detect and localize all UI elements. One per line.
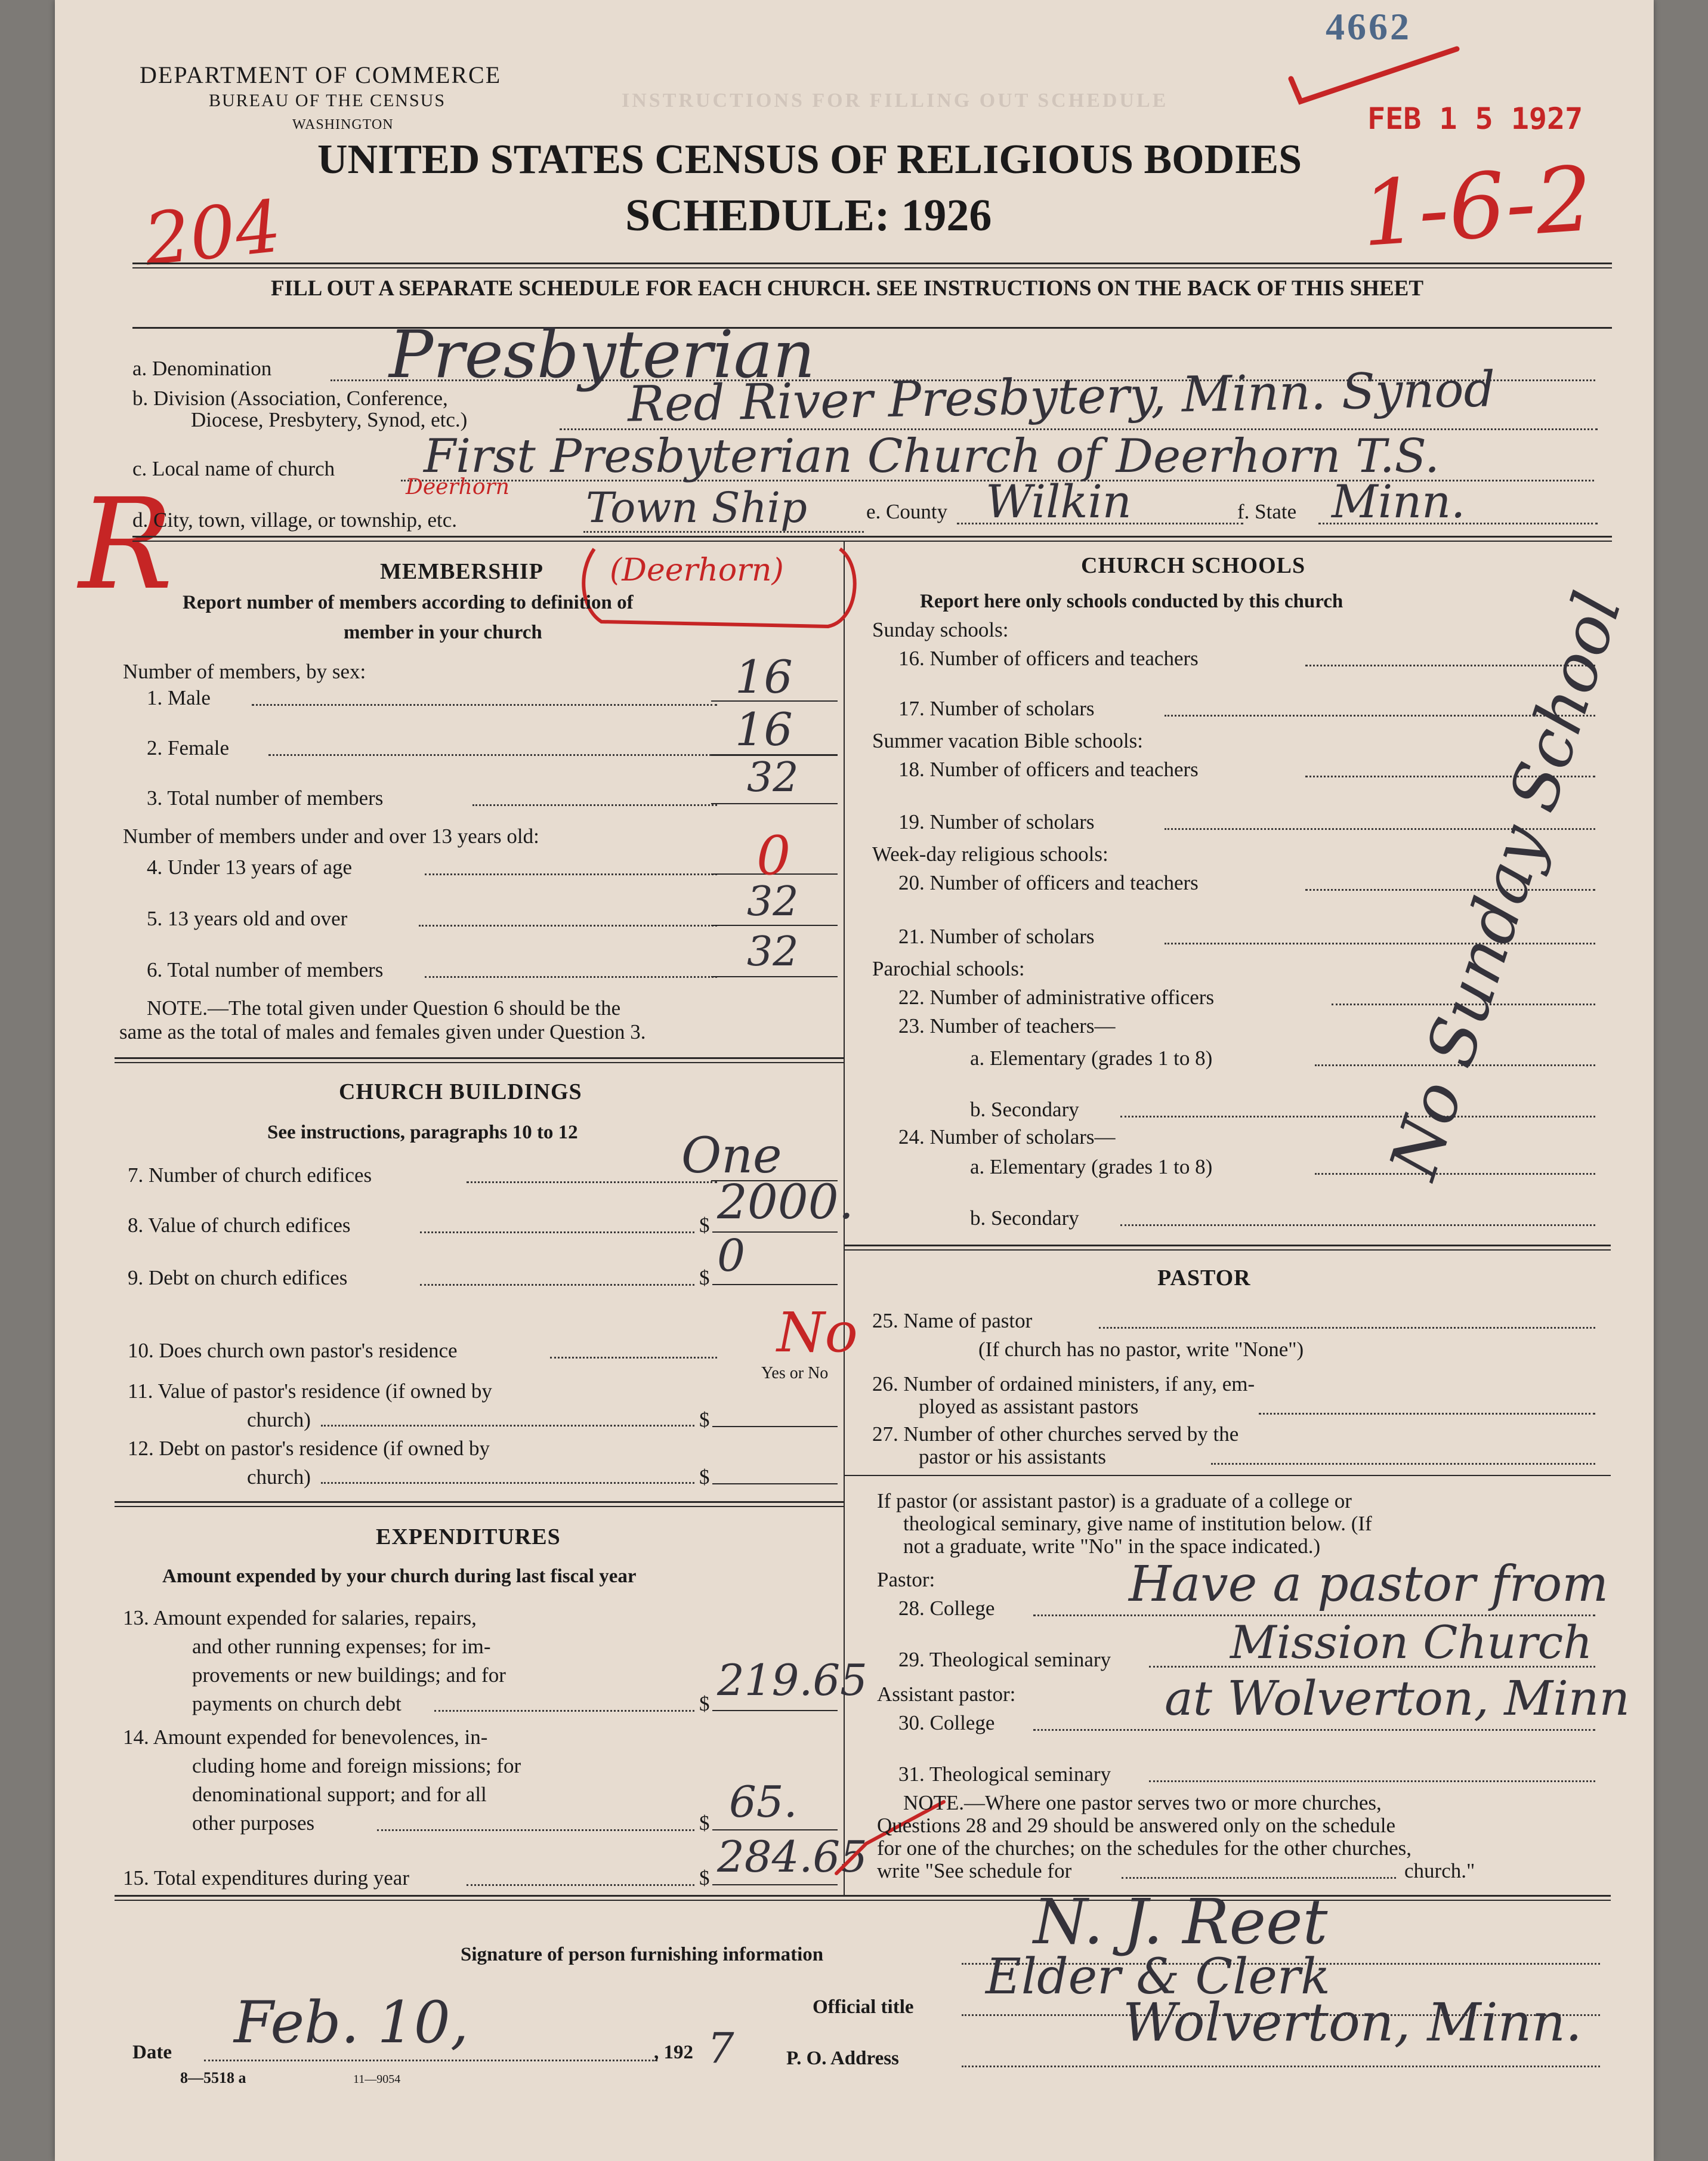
q9-label: 9. Debt on church edifices bbox=[128, 1266, 348, 1289]
instruction-line: FILL OUT A SEPARATE SCHEDULE FOR EACH CHURCH. SEE INSTRUCTIONS ON THE BACK OF THIS SHEET bbox=[271, 276, 1424, 301]
membership-note-2: same as the total of males and females given under Question 3. bbox=[119, 1020, 646, 1044]
q5-value[interactable]: 32 bbox=[747, 878, 799, 925]
graduate-note-3: not a graduate, write "No" in the space indicated.) bbox=[903, 1535, 1321, 1558]
red-mark-r: R bbox=[79, 471, 174, 618]
q22-label: 22. Number of administrative officers bbox=[898, 986, 1215, 1009]
q2-label: 2. Female bbox=[147, 736, 230, 760]
weekday-label: Week-day religious schools: bbox=[872, 842, 1108, 866]
division-label-2: Diocese, Presbytery, Synod, etc.) bbox=[191, 408, 468, 431]
denomination-label: a. Denomination bbox=[132, 357, 272, 380]
q15-label: 15. Total expenditures during year bbox=[123, 1866, 409, 1890]
signature-label: Signature of person furnishing information bbox=[461, 1944, 824, 1965]
membership-intro-1: Report number of members according to definition of bbox=[183, 592, 634, 613]
q12-label-2: church) bbox=[247, 1465, 311, 1489]
red-code-left: 204 bbox=[140, 185, 285, 282]
county-label: e. County bbox=[866, 500, 948, 523]
q18-label: 18. Number of officers and teachers bbox=[898, 758, 1199, 781]
city-value[interactable]: Town Ship bbox=[586, 483, 807, 532]
q23b-label: b. Secondary bbox=[970, 1098, 1079, 1121]
membership-note-1: NOTE.—The total given under Question 6 should be the bbox=[147, 996, 621, 1020]
no-sunday-school-note[interactable]: No Sunday School bbox=[1375, 583, 1636, 1188]
q16-label: 16. Number of officers and teachers bbox=[898, 647, 1199, 670]
buildings-sub: See instructions, paragraphs 10 to 12 bbox=[267, 1122, 578, 1143]
parochial-label: Parochial schools: bbox=[872, 957, 1025, 980]
q8-dollar: $ bbox=[699, 1214, 710, 1237]
q27-label-2: pastor or his assistants bbox=[919, 1445, 1107, 1468]
q27-label-1: 27. Number of other churches served by the bbox=[872, 1422, 1239, 1446]
census-schedule-page bbox=[55, 0, 1654, 2161]
signature-value[interactable]: N. J. Reet bbox=[1033, 1885, 1328, 1958]
q30-label: 30. College bbox=[898, 1711, 995, 1734]
q11-label-2: church) bbox=[247, 1408, 311, 1431]
pastor-note-1: NOTE.—Where one pastor serves two or more churches, bbox=[903, 1791, 1382, 1814]
q19-label: 19. Number of scholars bbox=[898, 810, 1095, 833]
age-intro-label: Number of members under and over 13 years old: bbox=[123, 825, 539, 848]
q15-value[interactable]: 284.65 bbox=[717, 1832, 867, 1882]
q6-value[interactable]: 32 bbox=[747, 928, 799, 975]
date-year-value[interactable]: 7 bbox=[708, 2024, 734, 2073]
q30-value[interactable]: at Wolverton, Minn bbox=[1165, 1671, 1630, 1726]
membership-annotation: (Deerhorn) bbox=[610, 552, 784, 588]
official-title-label: Official title bbox=[813, 1996, 914, 2018]
pastor-note-2: Questions 28 and 29 should be answered only on the schedule bbox=[877, 1814, 1396, 1837]
pastor-note-4-end: church." bbox=[1404, 1859, 1475, 1882]
bureau-name: BUREAU OF THE CENSUS bbox=[209, 91, 446, 110]
q26-label-2: ployed as assistant pastors bbox=[919, 1395, 1139, 1418]
q1-label: 1. Male bbox=[147, 686, 211, 709]
q26-label-1: 26. Number of ordained ministers, if any, em- bbox=[872, 1372, 1255, 1396]
date-label: Date bbox=[132, 2042, 172, 2063]
q23-label: 23. Number of teachers— bbox=[898, 1014, 1116, 1038]
q4-value[interactable]: 0 bbox=[756, 825, 791, 887]
q24-label: 24. Number of scholars— bbox=[898, 1125, 1116, 1149]
check-mark-icon bbox=[1284, 42, 1463, 107]
expenditures-title: EXPENDITURES bbox=[376, 1524, 561, 1549]
q17-label: 17. Number of scholars bbox=[898, 697, 1095, 720]
q8-label: 8. Value of church edifices bbox=[128, 1214, 351, 1237]
q8-value[interactable]: 2000. bbox=[717, 1174, 854, 1230]
q10-label: 10. Does church own pastor's residence bbox=[128, 1339, 458, 1362]
po-address-label: P. O. Address bbox=[786, 2048, 899, 2069]
church-name-correction: Deerhorn bbox=[406, 475, 509, 499]
q14-dollar: $ bbox=[699, 1811, 710, 1835]
q12-label-1: 12. Debt on pastor's residence (if owned by bbox=[128, 1437, 490, 1460]
q4-label: 4. Under 13 years of age bbox=[147, 856, 353, 879]
q10-print-hint: Yes or No bbox=[761, 1364, 829, 1382]
q11-label-1: 11. Value of pastor's residence (if owned by bbox=[128, 1379, 492, 1403]
q13-dollar: $ bbox=[699, 1692, 710, 1715]
q28-label: 28. College bbox=[898, 1597, 995, 1620]
by-sex-label: Number of members, by sex: bbox=[123, 660, 366, 683]
q10-value[interactable]: No bbox=[777, 1301, 858, 1364]
membership-intro-2: member in your church bbox=[344, 622, 542, 643]
print-number: 11—9054 bbox=[353, 2073, 401, 2086]
q20-label: 20. Number of officers and teachers bbox=[898, 871, 1199, 894]
church-name-value[interactable]: First Presbyterian Church of Deerhorn T.S. bbox=[424, 430, 1440, 483]
form-title: UNITED STATES CENSUS OF RELIGIOUS BODIES bbox=[317, 137, 1302, 183]
q3-value[interactable]: 32 bbox=[747, 754, 799, 801]
q2-value[interactable]: 16 bbox=[735, 703, 793, 756]
q23a-label: a. Elementary (grades 1 to 8) bbox=[970, 1046, 1213, 1070]
sunday-label: Sunday schools: bbox=[872, 618, 1009, 641]
red-code-right: 1-6-2 bbox=[1358, 147, 1596, 267]
graduate-note-1: If pastor (or assistant pastor) is a graduate of a college or bbox=[877, 1489, 1352, 1512]
city-label: d. City, town, village, or township, etc. bbox=[132, 508, 458, 532]
q13-label-4: payments on church debt bbox=[192, 1692, 401, 1715]
q9-dollar: $ bbox=[699, 1266, 710, 1289]
q13-label-2: and other running expenses; for im- bbox=[192, 1635, 491, 1658]
q13-value[interactable]: 219.65 bbox=[717, 1655, 867, 1705]
q29-label: 29. Theological seminary bbox=[898, 1648, 1111, 1671]
q6-label: 6. Total number of members bbox=[147, 958, 384, 981]
q24b-label: b. Secondary bbox=[970, 1206, 1079, 1230]
denomination-value[interactable]: Presbyterian bbox=[389, 316, 816, 393]
q11-dollar: $ bbox=[699, 1408, 710, 1431]
reverse-bleed-through: INSTRUCTIONS FOR FILLING OUT SCHEDULE bbox=[622, 89, 1169, 112]
official-title-value[interactable]: Elder & Clerk bbox=[986, 1949, 1330, 2005]
q15-dollar: $ bbox=[699, 1866, 710, 1890]
q13-label-1: 13. Amount expended for salaries, repairs, bbox=[123, 1606, 477, 1629]
q9-value[interactable]: 0 bbox=[717, 1230, 746, 1282]
q31-label: 31. Theological seminary bbox=[898, 1762, 1111, 1786]
division-label-1: b. Division (Association, Conference, bbox=[132, 387, 448, 410]
city-name: WASHINGTON bbox=[292, 117, 394, 132]
membership-title: MEMBERSHIP bbox=[380, 559, 543, 584]
church-name-label: c. Local name of church bbox=[132, 457, 335, 480]
pastor-note-4: write "See schedule for bbox=[877, 1859, 1072, 1882]
schools-title: CHURCH SCHOOLS bbox=[1081, 553, 1306, 578]
q7-label: 7. Number of church edifices bbox=[128, 1163, 372, 1187]
q21-label: 21. Number of scholars bbox=[898, 925, 1095, 948]
schools-sub: Report here only schools conducted by this church bbox=[920, 591, 1343, 612]
pastor-note-3: for one of the churches; on the schedules for the other churches, bbox=[877, 1836, 1412, 1860]
q24a-label: a. Elementary (grades 1 to 8) bbox=[970, 1155, 1213, 1178]
q29-value[interactable]: Mission Church bbox=[1230, 1616, 1593, 1669]
date-value[interactable]: Feb. 10, bbox=[234, 1989, 469, 2056]
graduate-note-2: theological seminary, give name of institution below. (If bbox=[903, 1512, 1372, 1535]
q14-label-4: other purposes bbox=[192, 1811, 315, 1835]
form-number: 8—5518 a bbox=[180, 2069, 246, 2086]
q25-label: 25. Name of pastor bbox=[872, 1309, 1033, 1332]
state-value[interactable]: Minn. bbox=[1332, 475, 1466, 528]
q25-note: (If church has no pastor, write "None") bbox=[978, 1338, 1304, 1361]
schedule-year: SCHEDULE: 1926 bbox=[625, 190, 992, 240]
q13-label-3: provements or new buildings; and for bbox=[192, 1663, 506, 1687]
q5-label: 5. 13 years old and over bbox=[147, 907, 348, 930]
q14-value[interactable]: 65. bbox=[729, 1777, 798, 1827]
state-label: f. State bbox=[1237, 500, 1297, 523]
q28-value[interactable]: Have a pastor from bbox=[1129, 1556, 1608, 1613]
q12-dollar: $ bbox=[699, 1465, 710, 1489]
buildings-title: CHURCH BUILDINGS bbox=[339, 1079, 582, 1104]
stamp-number: 4662 bbox=[1326, 5, 1412, 48]
q3-label: 3. Total number of members bbox=[147, 786, 384, 810]
assistant-pastor-subhead: Assistant pastor: bbox=[877, 1683, 1016, 1706]
pastor-title: PASTOR bbox=[1157, 1265, 1251, 1291]
summer-label: Summer vacation Bible schools: bbox=[872, 729, 1143, 752]
county-value[interactable]: Wilkin bbox=[986, 475, 1132, 528]
date-year-print: , 192 bbox=[654, 2042, 693, 2063]
q1-value[interactable]: 16 bbox=[735, 650, 793, 703]
q14-label-1: 14. Amount expended for benevolences, in- bbox=[123, 1725, 488, 1749]
q14-label-2: cluding home and foreign missions; for bbox=[192, 1754, 521, 1777]
dept-name: DEPARTMENT OF COMMERCE bbox=[140, 61, 502, 88]
q7-value[interactable]: One bbox=[681, 1128, 782, 1184]
q14-label-3: denominational support; and for all bbox=[192, 1783, 487, 1806]
pastor-subhead: Pastor: bbox=[877, 1568, 935, 1591]
division-value[interactable]: Red River Presbytery, Minn. Synod bbox=[627, 361, 1496, 433]
expenditures-sub: Amount expended by your church during last fiscal year bbox=[162, 1566, 637, 1587]
po-address-value[interactable]: Wolverton, Minn. bbox=[1123, 1992, 1582, 2053]
received-stamp: FEB 1 5 1927 bbox=[1367, 101, 1583, 136]
